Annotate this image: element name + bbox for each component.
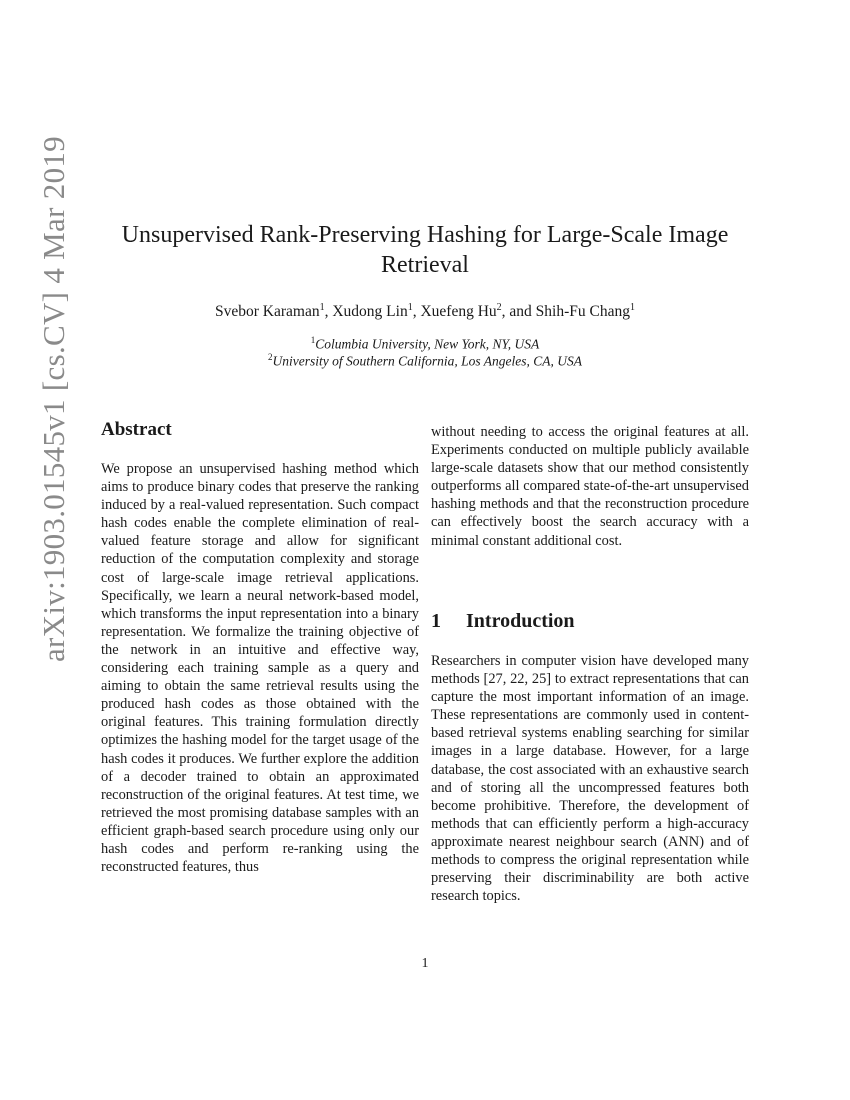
abstract-text-right-column: without needing to access the original features at all. Experiments conducted on multiple publicly available large-scale datasets show that our method consistently outperforms all compared state-of-the-art unsupervised hashing methods and that the reconstruction procedure can effectively boost the search accuracy with a minimal constant additional cost. [431, 424, 749, 549]
author-affil-mark: 1 [629, 302, 635, 313]
author-separator: , [324, 303, 333, 321]
author-name: Svebor Karaman [215, 303, 320, 321]
arxiv-identifier-stamp: arXiv:1903.01545v1 [cs.CV] 4 Mar 2019 [36, 136, 71, 662]
introduction-heading [431, 609, 575, 633]
page-number: 1 [421, 956, 429, 971]
affiliation-2 [100, 348, 750, 371]
author-affil-mark: 1 [407, 302, 413, 313]
author-separator: , and [501, 303, 536, 321]
author-affil-mark: 2 [496, 302, 502, 313]
author-name: Xuefeng Hu [420, 303, 497, 321]
author [332, 303, 420, 320]
author-name: Shih-Fu Chang [535, 303, 630, 321]
author [536, 303, 635, 320]
affiliation-text: Columbia University, New York, NY, USA [315, 336, 540, 352]
author-separator: , [412, 303, 421, 321]
author [420, 303, 535, 320]
affiliation-number: 1 [310, 335, 316, 345]
section-number: 1 [431, 610, 441, 632]
affiliation-number: 2 [268, 352, 273, 362]
author-list [100, 298, 750, 322]
abstract-heading: Abstract [101, 419, 172, 440]
section-title: Introduction [466, 610, 575, 632]
introduction-text: Researchers in computer vision have developed many methods [27, 22, 25] to extract representations that can capture the most important information of an image. These representations are commonly used in content-based retrieval systems enabling searching for similar images in a large database. However, for a large database, the cost associated with an exhaustive search and of storing all the uncompressed features both become prohibitive. Therefore, the development of methods that can efficiently perform a high-accuracy approximate nearest neighbour search (ANN) and of methods to compress the original representation while preserving their discriminability are both active research topics. [431, 653, 749, 905]
affiliation-text: University of Southern California, Los Angeles, CA, USA [272, 353, 582, 369]
author-name: Xudong Lin [332, 303, 408, 321]
author [215, 303, 332, 320]
paper-title: Unsupervised Rank-Preserving Hashing for Large-Scale Image Retrieval [121, 222, 729, 278]
author-affil-mark: 1 [319, 302, 325, 313]
abstract-text-left-column: We propose an unsupervised hashing method which aims to produce binary codes that preserve the ranking induced by a real-valued representation. Such compact hash codes enable the complete elimination of real-valued feature storage and allow for significant reduction of the computation complexity and storage cost of large-scale image retrieval applications. Specifically, we learn a neural network-based model, which transforms the input representation into a binary representation. We formalize the training objective of the network in an intuitive and effective way, considering each training sample as a query and aiming to obtain the same retrieval results using the produced hash codes as those obtained with the original features. This training formulation directly optimizes the hashing model for the target usage of the hash codes it produces. We further explore the addition of a decoder trained to obtain an approximated reconstruction of the original features. At test time, we retrieved the most promising database samples with an efficient graph-based search procedure using only our hash codes and perform re-ranking using the reconstructed features, thus [101, 461, 419, 876]
